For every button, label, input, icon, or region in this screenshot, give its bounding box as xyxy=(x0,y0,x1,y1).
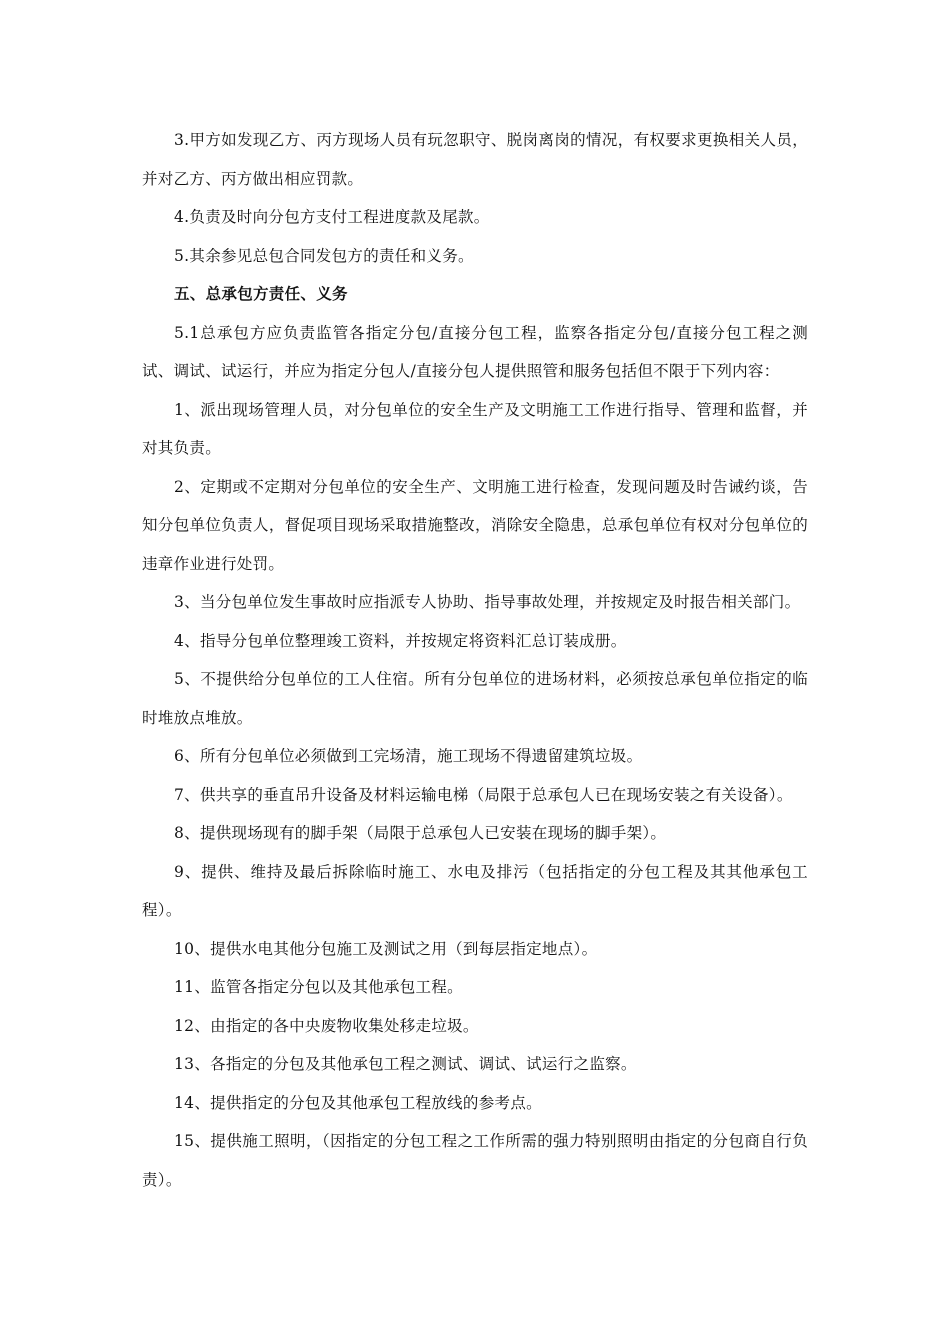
list-item-3: 3、当分包单位发生事故时应指派专人协助、指导事故处理，并按规定及时报告相关部门。 xyxy=(174,593,801,611)
document-body xyxy=(142,121,808,1199)
section-heading: 五、总承包方责任、义务 xyxy=(174,284,348,303)
list-item-9: 9、提供、维持及最后拆除临时施工、水电及排污（包括指定的分包工程及其其他承包工程）。 xyxy=(142,862,808,919)
list-item-2: 2、定期或不定期对分包单位的安全生产、文明施工进行检查，发现问题及时告诫约谈，告知分包单位负责人，督促项目现场采取措施整改，消除安全隐患，总承包单位有权对分包单位的违章作业进行处罚。 xyxy=(142,477,808,573)
list-item-13: 13、各指定的分包及其他承包工程之测试、调试、试运行之监察。 xyxy=(174,1055,637,1073)
list-item-15: 15、提供施工照明，（因指定的分包工程之工作所需的强力特别照明由指定的分包商自行负责）。 xyxy=(142,1132,808,1189)
list-item-1: 1、派出现场管理人员，对分包单位的安全生产及文明施工工作进行指导、管理和监督，并对其负责。 xyxy=(142,400,808,457)
section-intro: 5.1总承包方应负责监管各指定分包/直接分包工程，监察各指定分包/直接分包工程之测试、调试、试运行，并应为指定分包人/直接分包人提供照管和服务包括但不限于下列内容： xyxy=(142,323,808,380)
list-item-14: 14、提供指定的分包及其他承包工程放线的参考点。 xyxy=(174,1093,542,1112)
list-item-8: 8、提供现场现有的脚手架（局限于总承包人已安装在现场的脚手架）。 xyxy=(174,824,667,842)
list-item-10: 10、提供水电其他分包施工及测试之用（到每层指定地点）。 xyxy=(174,939,598,958)
paragraph-5: 5.其余参见总包合同发包方的责任和义务。 xyxy=(174,246,474,265)
list-item-7: 7、供共享的垂直吊升设备及材料运输电梯（局限于总承包人已在现场安装之有关设备）。 xyxy=(174,785,793,804)
list-item-4: 4、指导分包单位整理竣工资料，并按规定将资料汇总订装成册。 xyxy=(174,631,627,650)
list-item-11: 11、监管各指定分包以及其他承包工程。 xyxy=(174,978,463,996)
list-item-6: 6、所有分包单位必须做到工完场清，施工现场不得遗留建筑垃圾。 xyxy=(174,747,643,765)
paragraph-3: 3.甲方如发现乙方、丙方现场人员有玩忽职守、脱岗离岗的情况，有权要求更换相关人员，并对乙方、丙方做出相应罚款。 xyxy=(142,131,808,188)
list-item-12: 12、由指定的各中央废物收集处移走垃圾。 xyxy=(174,1016,479,1035)
list-item-5: 5、不提供给分包单位的工人住宿。所有分包单位的进场材料，必须按总承包单位指定的临时堆放点堆放。 xyxy=(142,670,808,727)
paragraph-4: 4.负责及时向分包方支付工程进度款及尾款。 xyxy=(174,208,490,226)
